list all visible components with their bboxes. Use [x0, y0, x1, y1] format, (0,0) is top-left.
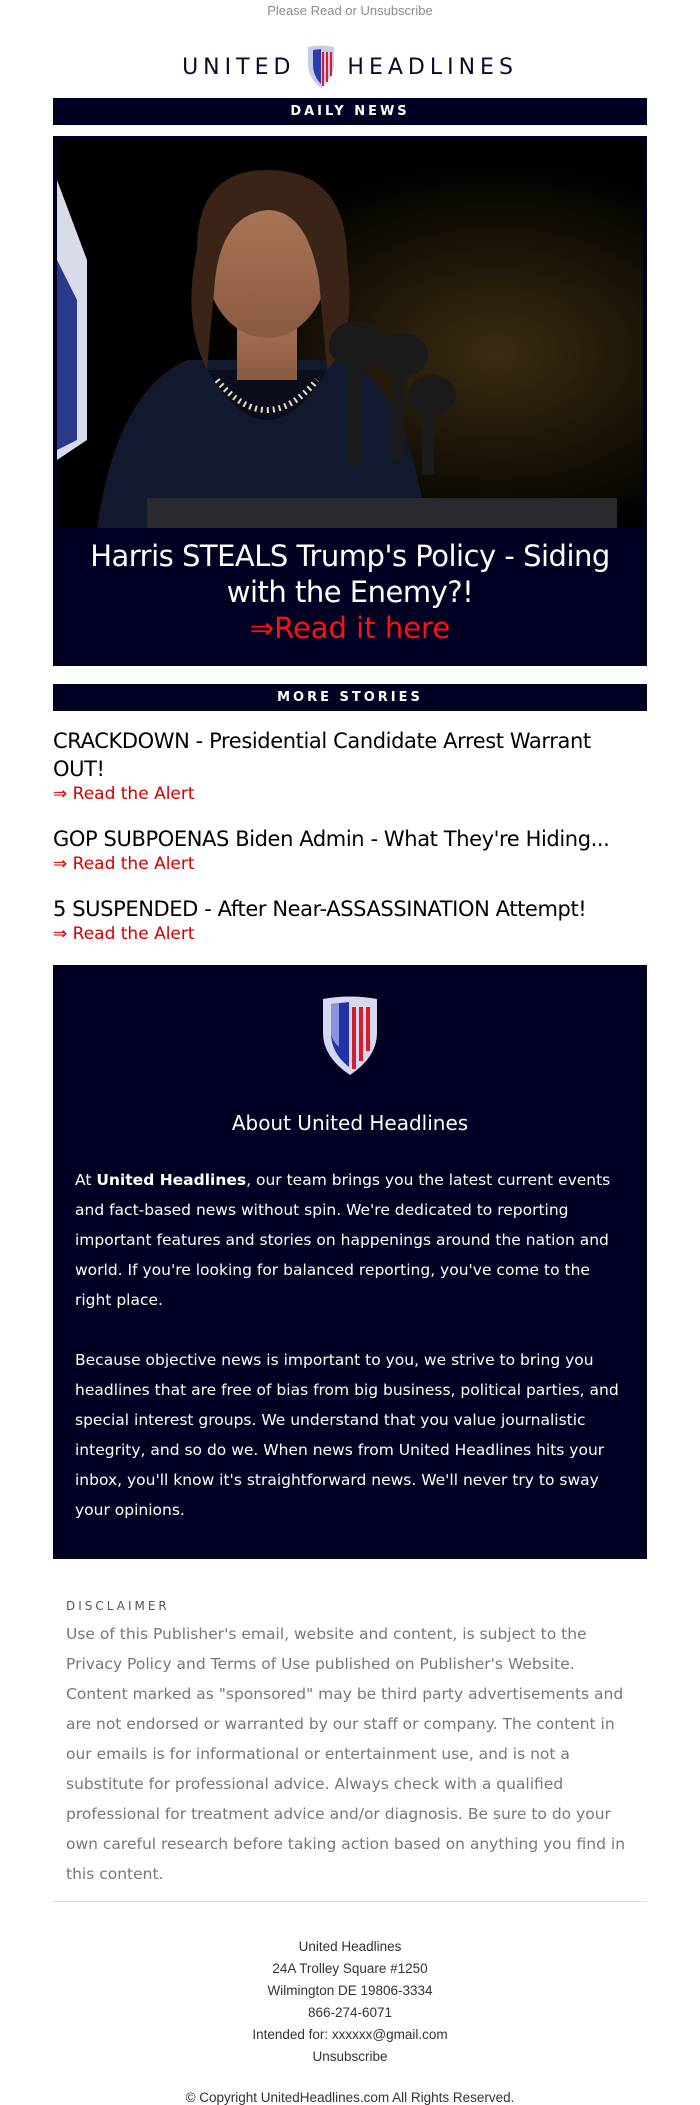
hero-read-link[interactable]: ⇒Read it here: [249, 611, 451, 645]
footer-intended-for: Intended for: xxxxxx@gmail.com: [252, 2027, 448, 2042]
story-title[interactable]: 5 SUSPENDED - After Near-ASSASSINATION Attempt!: [53, 897, 587, 921]
about-section: [53, 965, 647, 1559]
daily-news-bar: DAILY NEWS: [53, 98, 647, 125]
disclaimer-section: [53, 1559, 647, 1889]
stories-list: [53, 727, 647, 945]
shield-logo-icon: [319, 995, 381, 1077]
about-paragraph-2: Because objective news is important to you, we strive to bring you headlines that are free of bias from big business, political parties, and special interest groups. We understand that you value journalistic integrity, and so do we. When news from United Headlines hits your inbox, you'll know it's straightforward news. We'll never try to sway your opinions.: [75, 1351, 619, 1519]
story-title[interactable]: CRACKDOWN - Presidential Candidate Arrest Warrant OUT!: [53, 729, 591, 781]
hero-card[interactable]: [53, 136, 647, 666]
about-paragraph-1: At United Headlines, our team brings you the latest current events and fact-based news without spin. We're dedicated to reporting important features and stories on happenings around the nation and world. If you're looking for balanced reporting, you've come to the right place.: [75, 1171, 611, 1309]
story-read-link[interactable]: ⇒ Read the Alert: [53, 854, 195, 874]
divider: [53, 1901, 647, 1902]
footer-address-line1: 24A Trolley Square #1250: [272, 1961, 428, 1976]
unsubscribe-link[interactable]: Unsubscribe: [312, 2049, 388, 2064]
story-read-link[interactable]: ⇒ Read the Alert: [53, 924, 195, 944]
footer-address: [53, 1936, 647, 2068]
brand-logo[interactable]: [53, 36, 647, 98]
hero-photo-illustration: [57, 140, 643, 528]
logo-word-left: UNITED: [182, 54, 296, 80]
disclaimer-heading: DISCLAIMER: [66, 1599, 170, 1613]
about-title: About United Headlines: [231, 1111, 469, 1135]
footer-company: United Headlines: [298, 1939, 402, 1954]
brand-name-bold: United Headlines: [96, 1171, 247, 1189]
story-item: [53, 895, 647, 945]
more-stories-bar: MORE STORIES: [53, 684, 647, 711]
story-read-link[interactable]: ⇒ Read the Alert: [53, 784, 195, 804]
story-item: [53, 727, 647, 805]
story-title[interactable]: GOP SUBPOENAS Biden Admin - What They're Hiding...: [53, 827, 610, 851]
shield-logo-icon: [305, 44, 337, 90]
disclaimer-text: Use of this Publisher's email, website and content, is subject to the Privacy Policy and Terms of Use published on Publisher's Website. Content marked as "sponsored" may be third party advertisements and are not endorsed or warranted by our staff or company. The content in our emails is for informational or entertainment use, and is not a substitute for professional advice. Always check with a qualified professional for treatment advice and/or diagnosis. Be sure to do your own careful research before taking action based on anything you find in this content.: [66, 1625, 626, 1883]
preheader-text[interactable]: Please Read or Unsubscribe: [267, 3, 433, 18]
logo-word-right: HEADLINES: [347, 54, 518, 80]
hero-image[interactable]: [57, 140, 643, 528]
hero-headline[interactable]: Harris STEALS Trump's Policy - Siding with the Enemy?!: [90, 539, 610, 609]
footer-phone: 866-274-6071: [307, 2005, 393, 2020]
story-item: [53, 825, 647, 875]
copyright-text: © Copyright UnitedHeadlines.com All Rights Reserved.: [185, 2090, 515, 2105]
footer-address-line2: Wilmington DE 19806-3334: [267, 1983, 433, 1998]
